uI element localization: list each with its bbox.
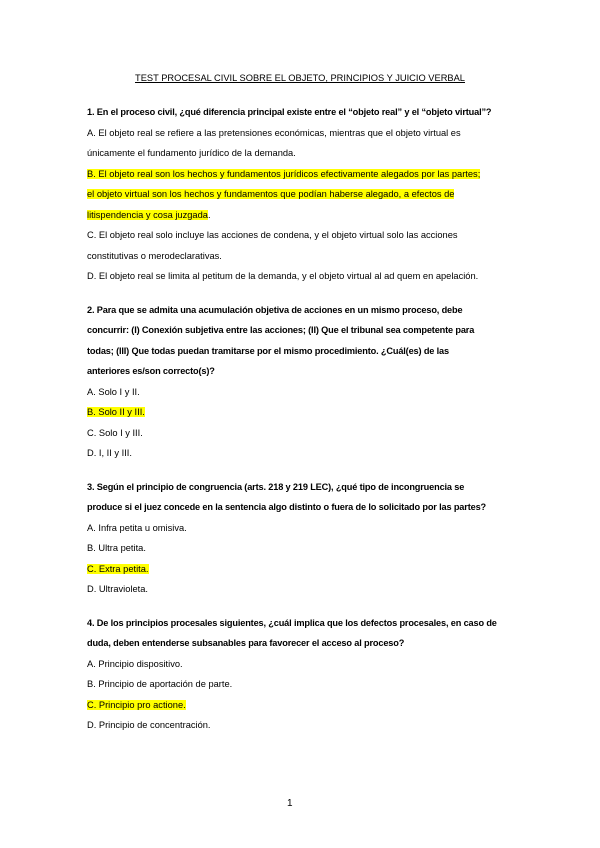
option-line (87, 382, 547, 403)
option-text: B. El objeto real son los hechos y fundamentos jurídicos efectivamente alegados por las partes; (87, 168, 481, 179)
question-block (87, 613, 547, 736)
option-text: A. El objeto real se refiere a las pretensiones económicas, mientras que el objeto virtual es (87, 127, 461, 138)
answer-option-correct (87, 164, 547, 226)
question-block (87, 477, 547, 600)
question-text (87, 102, 547, 123)
question-line: produce si el juez concede en la sentencia algo distinto o fuera de lo solicitado por las partes? (87, 502, 486, 512)
option-line (87, 184, 547, 205)
document-title: TEST PROCESAL CIVIL SOBRE EL OBJETO, PRINCIPIOS Y JUICIO VERBAL (135, 73, 465, 83)
option-line (87, 225, 547, 246)
answer-option (87, 266, 547, 287)
answer-option (87, 443, 547, 464)
option-line (87, 559, 547, 580)
option-line (87, 715, 547, 736)
question-line: concurrir: (I) Conexión subjetiva entre las acciones; (II) Que el tribunal sea competente para (87, 325, 475, 335)
option-line (87, 538, 547, 559)
question-block (87, 300, 547, 464)
answer-option (87, 674, 547, 695)
option-text: el objeto virtual son los hechos y fundamentos que podían haberse alegado, a efectos de (87, 189, 455, 199)
option-text: únicamente el fundamento jurídico de la demanda. (87, 148, 296, 158)
question-line: anteriores es/son correcto(s)? (87, 366, 215, 376)
option-suffix: . (207, 209, 211, 220)
answer-option (87, 423, 547, 444)
answer-option (87, 538, 547, 559)
option-text: A. Infra petita u omisiva. (87, 522, 187, 533)
option-text: C. Solo I y III. (87, 427, 143, 438)
option-text: A. Solo I y II. (87, 386, 140, 397)
option-text: C. Extra petita. (87, 563, 149, 574)
answer-option (87, 225, 547, 266)
option-line (87, 443, 547, 464)
question-line: 4. De los principios procesales siguientes, ¿cuál implica que los defectos procesales, en caso de (87, 617, 497, 628)
question-line: duda, deben entenderse subsanables para favorecer el acceso al proceso? (87, 638, 405, 648)
option-text: B. Principio de aportación de parte. (87, 679, 233, 689)
page-number: 1 (287, 798, 293, 809)
question-list (87, 102, 547, 749)
answer-option (87, 382, 547, 403)
question-line: 2. Para que se admita una acumulación objetiva de acciones en un mismo proceso, debe (87, 304, 463, 315)
question-line: 3. Según el principio de congruencia (arts. 218 y 219 LEC), ¿qué tipo de incongruencia se (87, 481, 465, 492)
answer-option (87, 654, 547, 675)
option-text: C. El objeto real solo incluye las acciones de condena, y el objeto virtual solo las acciones (87, 230, 458, 240)
answer-option (87, 123, 547, 164)
option-text: D. I, II y III. (87, 448, 132, 458)
question-text (87, 300, 547, 382)
option-line (87, 402, 547, 423)
answer-option-correct (87, 402, 547, 423)
option-line (87, 143, 547, 164)
option-line (87, 654, 547, 675)
answer-option-correct (87, 559, 547, 580)
option-line (87, 266, 547, 287)
option-line (87, 164, 547, 185)
question-text (87, 477, 547, 518)
option-text: D. Ultravioleta. (87, 584, 148, 594)
option-text: B. Solo II y III. (87, 407, 145, 417)
answer-option (87, 715, 547, 736)
option-line (87, 518, 547, 539)
option-text: B. Ultra petita. (87, 543, 146, 553)
option-line (87, 695, 547, 716)
answer-option (87, 579, 547, 600)
option-text: D. El objeto real se limita al petitum de la demanda, y el objeto virtual al ad quem en apelación. (87, 271, 479, 281)
option-line (87, 579, 547, 600)
question-line: todas; (III) Que todas puedan tramitarse por el mismo procedimiento. ¿Cuál(es) de las (87, 345, 449, 356)
question-line: 1. En el proceso civil, ¿qué diferencia principal existe entre el “objeto real” y el “objeto virtual”? (87, 107, 492, 117)
option-line (87, 246, 547, 267)
option-text: C. Principio pro actione. (87, 699, 186, 710)
option-line (87, 123, 547, 144)
question-text (87, 613, 547, 654)
answer-option (87, 518, 547, 539)
question-block (87, 102, 547, 287)
option-line (87, 423, 547, 444)
option-line (87, 205, 547, 226)
option-line (87, 674, 547, 695)
answer-option-correct (87, 695, 547, 716)
option-text: A. Principio dispositivo. (87, 658, 183, 669)
option-text: constitutivas o merodeclarativas. (87, 250, 222, 261)
option-text: D. Principio de concentración. (87, 720, 211, 730)
option-text: litispendencia y cosa juzgada (87, 209, 208, 220)
